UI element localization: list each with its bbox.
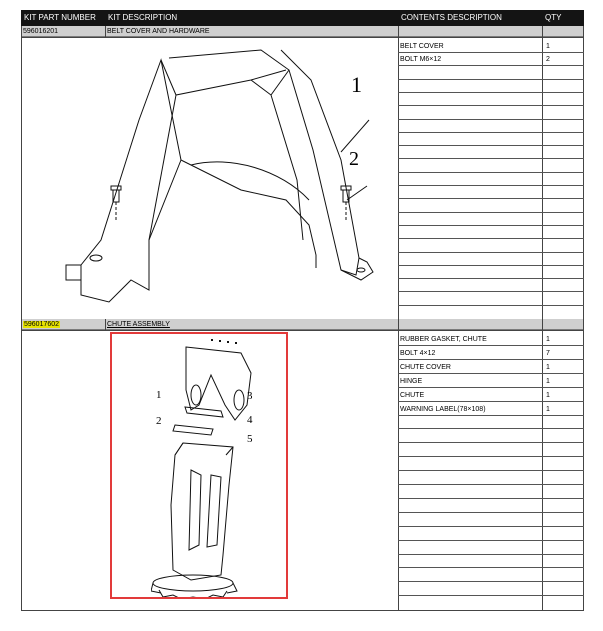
table-rule	[398, 567, 584, 568]
table-rule	[398, 291, 584, 292]
table-rule	[398, 172, 584, 173]
content-qty: 1	[546, 364, 550, 371]
table-rule	[398, 212, 584, 213]
content-qty: 1	[546, 378, 550, 385]
table-rule	[398, 65, 584, 66]
table-rule	[398, 119, 584, 120]
table-rule	[398, 265, 584, 266]
table-rule	[398, 79, 584, 80]
content-qty: 7	[546, 350, 550, 357]
callout-label: 5	[247, 433, 253, 445]
annotation-highlight-box	[110, 332, 288, 599]
kit-part-number	[21, 319, 105, 330]
table-rule	[398, 345, 584, 346]
content-qty: 1	[546, 43, 550, 50]
content-item: CHUTE	[400, 392, 425, 399]
content-qty: 1	[546, 406, 550, 413]
content-item: BOLT M6×12	[400, 56, 442, 63]
table-rule	[398, 428, 584, 429]
table-rule	[398, 278, 584, 279]
table-rule	[398, 456, 584, 457]
callout-label: 2	[349, 148, 359, 170]
callout-label: 4	[247, 414, 253, 426]
table-rule	[398, 359, 584, 360]
table-rule	[398, 198, 584, 199]
table-rule	[398, 225, 584, 226]
content-item: CHUTE COVER	[400, 364, 451, 371]
table-rule	[398, 252, 584, 253]
content-qty: 2	[546, 56, 550, 63]
table-rule	[398, 238, 584, 239]
content-qty: 1	[546, 392, 550, 399]
content-item: RUBBER GASKET, CHUTE	[400, 336, 487, 343]
table-rule	[398, 581, 584, 582]
table-rule	[398, 145, 584, 146]
table-rule	[398, 470, 584, 471]
kit-description: CHUTE ASSEMBLY	[107, 321, 170, 328]
table-rule	[398, 52, 584, 53]
table-rule	[398, 540, 584, 541]
belt-cover-drawing	[41, 40, 391, 315]
kit-part-number: 596016201	[23, 28, 59, 35]
callout-label: 3	[247, 390, 253, 402]
table-rule	[398, 526, 584, 527]
content-qty: 1	[546, 336, 550, 343]
table-rule	[398, 442, 584, 443]
table-rule	[398, 401, 584, 402]
callout-label: 1	[156, 389, 162, 401]
header-kit-description: KIT DESCRIPTION	[105, 10, 398, 26]
table-rule	[398, 554, 584, 555]
callout-label: 1	[351, 72, 362, 97]
table-rule	[398, 105, 584, 106]
table-rule	[398, 595, 584, 596]
header-kit-part-number: KIT PART NUMBER	[21, 10, 105, 26]
table-rule	[398, 512, 584, 513]
content-item: HINGE	[400, 378, 423, 385]
table-rule	[398, 92, 584, 93]
table-rule	[398, 498, 584, 499]
table-rule	[398, 305, 584, 306]
callout-label: 2	[156, 415, 162, 427]
table-rule	[398, 484, 584, 485]
header-qty: QTY	[542, 10, 584, 26]
kit-description: BELT COVER AND HARDWARE	[107, 28, 210, 35]
content-item: WARNING LABEL(78×108)	[400, 406, 486, 413]
table-rule	[398, 387, 584, 388]
highlighted-part-number: 596017602	[24, 321, 60, 328]
parts-sheet	[21, 10, 584, 611]
content-item: BELT COVER	[400, 43, 444, 50]
content-item: BOLT 4×12	[400, 350, 436, 357]
header-contents-description: CONTENTS DESCRIPTION	[398, 10, 542, 26]
table-rule	[398, 132, 584, 133]
table-rule	[398, 185, 584, 186]
table-rule	[398, 158, 584, 159]
